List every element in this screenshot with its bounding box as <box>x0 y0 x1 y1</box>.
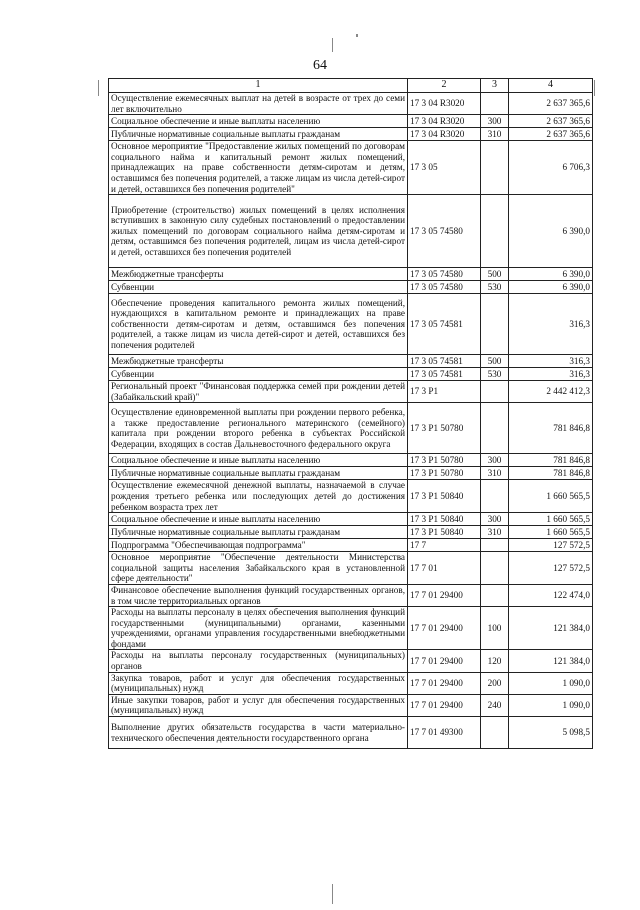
scan-mark-bottom <box>332 884 333 904</box>
row-amount: 121 384,0 <box>509 650 593 672</box>
table-row <box>109 480 593 513</box>
table-row <box>109 93 593 115</box>
header-col-3: 3 <box>481 79 509 93</box>
row-type: 200 <box>481 672 509 694</box>
row-name: Социальное обеспечение и иные выплаты населению <box>109 454 408 467</box>
table-row <box>109 403 593 454</box>
row-type: 300 <box>481 115 509 128</box>
row-code: 17 7 01 29400 <box>408 607 481 650</box>
header-col-2: 2 <box>408 79 481 93</box>
table-row <box>109 128 593 141</box>
header-col-4: 4 <box>509 79 593 93</box>
row-code: 17 7 01 <box>408 552 481 585</box>
row-amount: 781 846,8 <box>509 454 593 467</box>
row-type <box>481 195 509 268</box>
row-amount: 316,3 <box>509 294 593 355</box>
row-name: Публичные нормативные социальные выплаты гражданам <box>109 128 408 141</box>
table-row <box>109 355 593 368</box>
row-amount: 2 637 365,6 <box>509 93 593 115</box>
table-row <box>109 526 593 539</box>
row-name: Социальное обеспечение и иные выплаты населению <box>109 513 408 526</box>
table-header-row <box>109 79 593 93</box>
table-row <box>109 650 593 672</box>
row-name: Иные закупки товаров, работ и услуг для обеспечения государственных (муниципальных) нужд <box>109 694 408 716</box>
table-row <box>109 141 593 195</box>
row-name: Выполнение других обязательств государства в части материально-технического обеспечения деятельности государственного органа <box>109 717 408 749</box>
row-amount: 1 090,0 <box>509 672 593 694</box>
row-name: Расходы на выплаты персоналу государственных (муниципальных) органов <box>109 650 408 672</box>
row-code: 17 7 01 29400 <box>408 650 481 672</box>
row-type: 100 <box>481 607 509 650</box>
row-type: 530 <box>481 281 509 294</box>
row-type: 300 <box>481 513 509 526</box>
scan-mark-top <box>332 38 333 52</box>
row-type <box>481 403 509 454</box>
row-code: 17 3 05 74581 <box>408 368 481 381</box>
table-row <box>109 368 593 381</box>
row-code: 17 3 P1 50780 <box>408 403 481 454</box>
row-code: 17 7 01 29400 <box>408 584 481 606</box>
row-code: 17 7 01 29400 <box>408 694 481 716</box>
row-amount: 6 706,3 <box>509 141 593 195</box>
table-row <box>109 381 593 403</box>
row-amount: 6 390,0 <box>509 268 593 281</box>
row-amount: 122 474,0 <box>509 584 593 606</box>
row-type: 500 <box>481 355 509 368</box>
row-amount: 121 384,0 <box>509 607 593 650</box>
row-amount: 1 660 565,5 <box>509 513 593 526</box>
row-code: 17 3 04 R3020 <box>408 93 481 115</box>
row-code: 17 3 P1 50840 <box>408 480 481 513</box>
row-name: Межбюджетные трансферты <box>109 355 408 368</box>
row-code: 17 3 05 74581 <box>408 355 481 368</box>
row-code: 17 7 01 49300 <box>408 717 481 749</box>
row-amount: 1 660 565,5 <box>509 526 593 539</box>
table-row <box>109 268 593 281</box>
table-row <box>109 454 593 467</box>
scan-mark-left <box>98 80 99 96</box>
row-amount: 5 098,5 <box>509 717 593 749</box>
budget-table <box>108 78 593 749</box>
row-amount: 6 390,0 <box>509 281 593 294</box>
row-amount: 1 090,0 <box>509 694 593 716</box>
row-amount: 2 637 365,6 <box>509 115 593 128</box>
row-name: Субвенции <box>109 281 408 294</box>
row-code: 17 7 <box>408 539 481 552</box>
table-row <box>109 717 593 749</box>
header-col-1: 1 <box>109 79 408 93</box>
row-name: Основное мероприятие "Предоставление жилых помещений по договорам социального найма и капитальный ремонт жилых помещений, принадлежащих на праве собственности детям-сиротам и детям, оставшимся без попечения родителей, а также лицам из числа детей-сирот и детей, оставшихся без попечения родителей" <box>109 141 408 195</box>
row-code: 17 3 P1 50840 <box>408 526 481 539</box>
row-name: Обеспечение проведения капитального ремонта жилых помещений, нуждающихся в капитальном ремонте и принадлежащих на праве собственности детям-сиротам и детям, оставшимся без попечения родителей, а также лицам из числа детей-сирот и детей, оставшихся без попечения родителей <box>109 294 408 355</box>
row-name: Социальное обеспечение и иные выплаты населению <box>109 115 408 128</box>
row-name: Закупка товаров, работ и услуг для обеспечения государственных (муниципальных) нужд <box>109 672 408 694</box>
row-code: 17 3 05 <box>408 141 481 195</box>
row-type: 310 <box>481 128 509 141</box>
table-row <box>109 195 593 268</box>
table-row <box>109 294 593 355</box>
row-type: 310 <box>481 467 509 480</box>
row-code: 17 3 04 R3020 <box>408 128 481 141</box>
table-row <box>109 115 593 128</box>
row-code: 17 3 05 74580 <box>408 268 481 281</box>
row-amount: 6 390,0 <box>509 195 593 268</box>
row-name: Публичные нормативные социальные выплаты гражданам <box>109 467 408 480</box>
row-amount: 2 637 365,6 <box>509 128 593 141</box>
row-code: 17 3 P1 50780 <box>408 454 481 467</box>
row-code: 17 3 04 R3020 <box>408 115 481 128</box>
row-name: Основное мероприятие "Обеспечение деятельности Министерства социальной защиты населения Забайкальского края в установленной сфере деятельности" <box>109 552 408 585</box>
row-code: 17 3 05 74581 <box>408 294 481 355</box>
row-amount: 316,3 <box>509 355 593 368</box>
row-code: 17 3 P1 <box>408 381 481 403</box>
table-row <box>109 513 593 526</box>
row-amount: 1 660 565,5 <box>509 480 593 513</box>
table-row <box>109 694 593 716</box>
scan-mark-top-dot <box>356 34 358 37</box>
table-row <box>109 467 593 480</box>
row-type <box>481 584 509 606</box>
row-type <box>481 381 509 403</box>
table-body <box>109 93 593 749</box>
row-name: Осуществление ежемесячной денежной выплаты, назначаемой в случае рождения третьего ребенка или последующих детей до достижения ребенком возраста трех лет <box>109 480 408 513</box>
row-amount: 781 846,8 <box>509 403 593 454</box>
row-type <box>481 141 509 195</box>
row-type: 120 <box>481 650 509 672</box>
row-amount: 781 846,8 <box>509 467 593 480</box>
row-amount: 127 572,5 <box>509 552 593 585</box>
row-type <box>481 539 509 552</box>
row-amount: 127 572,5 <box>509 539 593 552</box>
row-type: 240 <box>481 694 509 716</box>
page-number: 64 <box>313 58 327 73</box>
row-name: Субвенции <box>109 368 408 381</box>
row-code: 17 3 P1 50780 <box>408 467 481 480</box>
row-type <box>481 717 509 749</box>
row-type: 500 <box>481 268 509 281</box>
row-code: 17 3 05 74580 <box>408 195 481 268</box>
table-row <box>109 281 593 294</box>
row-name: Осуществление ежемесячных выплат на детей в возрасте от трех до семи лет включительно <box>109 93 408 115</box>
table-row <box>109 672 593 694</box>
row-name: Региональный проект "Финансовая поддержка семей при рождении детей (Забайкальский край)" <box>109 381 408 403</box>
row-code: 17 7 01 29400 <box>408 672 481 694</box>
row-type <box>481 93 509 115</box>
row-type <box>481 294 509 355</box>
row-name: Подпрограмма "Обеспечивающая подпрограмма" <box>109 539 408 552</box>
table-row <box>109 607 593 650</box>
row-amount: 2 442 412,3 <box>509 381 593 403</box>
table-row <box>109 539 593 552</box>
table-row <box>109 552 593 585</box>
row-code: 17 3 05 74580 <box>408 281 481 294</box>
row-name: Осуществление единовременной выплаты при рождении первого ребенка, а также предоставление регионального материнского (семейного) капитала при рождении второго ребенка в субъектах Российской Федерации, входящих в состав Дальневосточного федерального округа <box>109 403 408 454</box>
row-name: Межбюджетные трансферты <box>109 268 408 281</box>
row-name: Финансовое обеспечение выполнения функций государственных органов, в том числе территориальных органов <box>109 584 408 606</box>
row-name: Публичные нормативные социальные выплаты гражданам <box>109 526 408 539</box>
row-amount: 316,3 <box>509 368 593 381</box>
scan-mark-right <box>594 80 595 96</box>
row-type: 300 <box>481 454 509 467</box>
row-name: Приобретение (строительство) жилых помещений в целях исполнения вступивших в законную силу судебных постановлений о предоставлении жилых помещений по договорам социального найма детям-сиротам и детям, оставшимся без попечения родителей, лицам из числа детей-сирот и детей, оставшихся без попечения родителей <box>109 195 408 268</box>
table-row <box>109 584 593 606</box>
row-type <box>481 552 509 585</box>
row-code: 17 3 P1 50840 <box>408 513 481 526</box>
row-type: 310 <box>481 526 509 539</box>
row-type: 530 <box>481 368 509 381</box>
row-name: Расходы на выплаты персоналу в целях обеспечения выполнения функций государственными (муниципальными) органами, казенными учреждениями, органами управления государственными внебюджетными фондами <box>109 607 408 650</box>
row-type <box>481 480 509 513</box>
